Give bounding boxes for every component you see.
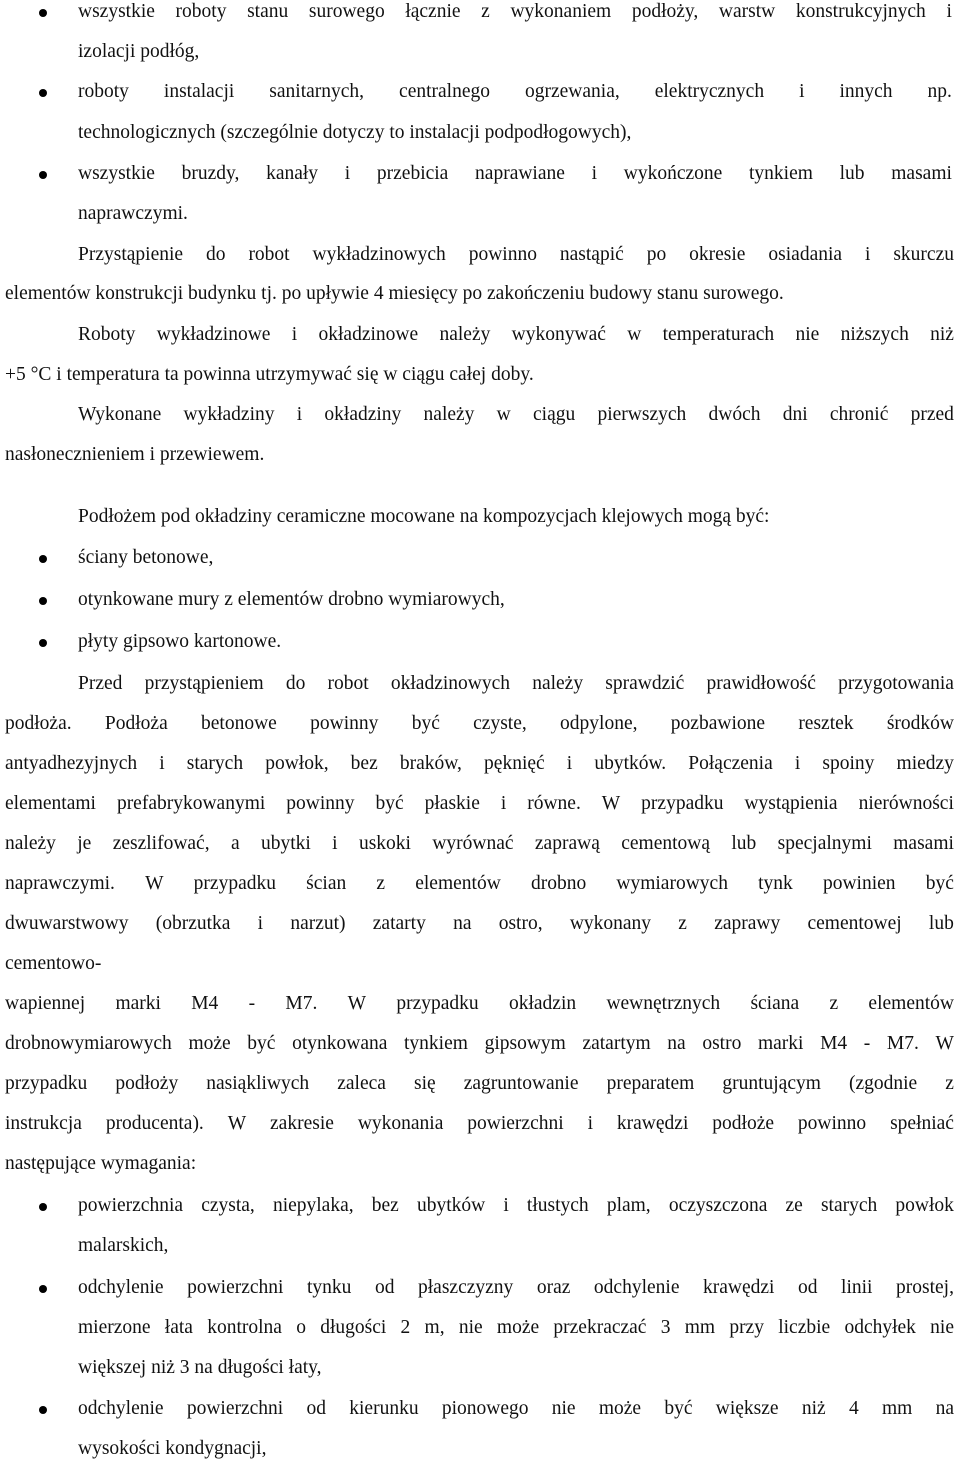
word: większe (715, 1398, 779, 1419)
word: centralnego (399, 81, 490, 102)
word: powinien (822, 873, 896, 894)
word: dni (782, 404, 808, 425)
word: linii (841, 1277, 873, 1298)
word: nie (551, 1398, 576, 1419)
paragraph-line: +5 °C i temperatura ta powinna utrzymywać się w ciągu całej doby. (5, 364, 534, 385)
word: przypadku (193, 873, 276, 894)
paragraph-line: nasłonecznieniem i przewiewem. (5, 444, 265, 465)
word: przypadku (5, 1073, 88, 1094)
word: tłustych (526, 1195, 589, 1216)
word: być (375, 793, 404, 814)
word: oczyszczona (668, 1195, 768, 1216)
word: robot (248, 244, 290, 265)
paragraph-line (5, 832, 954, 856)
word: powierzchni (186, 1398, 284, 1419)
list-item-line (78, 1316, 954, 1340)
word: okładzinowe (318, 324, 419, 345)
word: z (945, 1073, 954, 1094)
word: podłoży (115, 1073, 179, 1094)
word: marki (757, 1033, 804, 1054)
word: kontrolna (207, 1317, 282, 1338)
list-item-line: ściany betonowe, (78, 547, 214, 568)
word: okresie (689, 244, 746, 265)
word: niż (930, 324, 954, 345)
word: spoiny (822, 753, 875, 774)
word: W (145, 873, 164, 894)
word: Przystąpienie (78, 244, 184, 265)
word: okładzinowych (390, 673, 511, 694)
word: nasiąkliwych (206, 1073, 310, 1094)
word: producenta). (105, 1113, 204, 1134)
word: a (230, 833, 240, 854)
word: je (77, 833, 92, 854)
word: powłok (895, 1195, 954, 1216)
word: innych (839, 81, 893, 102)
word: przy (729, 1317, 764, 1338)
bullet-icon (39, 1406, 47, 1414)
word: preparatem (606, 1073, 695, 1094)
word: podłoży, (631, 1, 699, 22)
word: - (248, 993, 256, 1014)
word: ciągu (533, 404, 576, 425)
word: płaszczyzny (418, 1277, 514, 1298)
word: uskoki (358, 833, 411, 854)
word: z (678, 913, 687, 934)
word: powinno (468, 244, 537, 265)
word: pęknięć (484, 753, 545, 774)
word: wykonywać (511, 324, 606, 345)
word: wystąpienia (744, 793, 838, 814)
paragraph-line (5, 1032, 954, 1056)
word: wewnętrznych (606, 993, 721, 1014)
bullet-icon (39, 171, 47, 179)
word: pierwszych (597, 404, 687, 425)
word: bez (371, 1195, 399, 1216)
word: może (598, 1398, 642, 1419)
word: narzut) (290, 913, 346, 934)
word: elementami (5, 793, 96, 814)
word: prefabrykowanymi (116, 793, 266, 814)
word: wszystkie (78, 163, 155, 184)
word: czyste, (473, 713, 527, 734)
word: elektrycznych (654, 81, 765, 102)
word: w (496, 404, 511, 425)
word: cementową (621, 833, 711, 854)
word: i (794, 753, 801, 774)
word: należy (5, 833, 56, 854)
word: należy (439, 324, 491, 345)
list-item-line: technologicznych (szczególnie dotyczy to instalacji podpodłogowych), (78, 122, 632, 143)
word: powinny (310, 713, 379, 734)
list-item-line (78, 1397, 954, 1421)
word: do (206, 244, 226, 265)
word: równe. (527, 793, 581, 814)
word: powinny (286, 793, 355, 814)
word: chronić (829, 404, 889, 425)
word: zaprawą (534, 833, 600, 854)
word: miedzy (896, 753, 954, 774)
word: elementów (415, 873, 501, 894)
word: podłoża. (5, 713, 72, 734)
word: W (601, 793, 621, 814)
word: ubytków (416, 1195, 486, 1216)
list-item-line: płyty gipsowo kartonowe. (78, 631, 282, 652)
word: od (306, 1398, 326, 1419)
word: okładzin (508, 993, 577, 1014)
word: od (798, 1277, 818, 1298)
word: odchylenie (78, 1398, 164, 1419)
word: być (411, 713, 440, 734)
word: powłok, (265, 753, 329, 774)
word: bez (350, 753, 378, 774)
word: wykładzinowe (156, 324, 271, 345)
paragraph-line (5, 992, 954, 1016)
word: do (285, 673, 306, 694)
word: Podłoża (104, 713, 168, 734)
word: i (566, 753, 573, 774)
paragraph-line (5, 752, 954, 776)
word: lub (928, 913, 954, 934)
word: zeszlifować, (112, 833, 210, 854)
word: roboty (175, 1, 227, 22)
word: 4 (848, 1398, 859, 1419)
word: tynkiem (749, 163, 813, 184)
list-item-line: izolacji podłóg, (78, 41, 200, 62)
word: na (667, 1033, 686, 1054)
list-item-line: większej niż 3 na długości łaty, (78, 1357, 322, 1378)
word: wykładzinowych (312, 244, 446, 265)
bullet-icon (39, 597, 47, 605)
word: należy (423, 404, 475, 425)
word: odchylenie (593, 1277, 680, 1298)
word: niższych (840, 324, 909, 345)
word: wykonany (569, 913, 652, 934)
word: wykonaniem (510, 1, 612, 22)
word: z (376, 873, 386, 894)
word: resztek (798, 713, 854, 734)
word: i (291, 324, 298, 345)
word: wszystkie (78, 1, 155, 22)
word: gruntującym (722, 1073, 821, 1094)
paragraph-line (5, 712, 954, 736)
word: tynk (758, 873, 793, 894)
word: i (332, 833, 338, 854)
word: specjalnymi (777, 833, 872, 854)
word: W (935, 1033, 954, 1054)
word: ze (785, 1195, 803, 1216)
word: lub (839, 163, 865, 184)
word: wykończone (623, 163, 723, 184)
word: być (925, 873, 954, 894)
word: przygotowania (838, 673, 954, 694)
word: - (863, 1033, 871, 1054)
paragraph-line (5, 1112, 954, 1136)
word: Przed (78, 673, 123, 694)
word: tynku (307, 1277, 352, 1298)
bullet-icon (39, 9, 47, 17)
list-item-line (78, 162, 952, 186)
paragraph-line (5, 912, 954, 936)
word: sprawdzić (605, 673, 685, 694)
paragraph-line (78, 323, 954, 347)
word: i (946, 1, 952, 22)
word: naprawiane (475, 163, 565, 184)
word: przed (910, 404, 954, 425)
word: zakresie (270, 1113, 334, 1134)
word: na (935, 1398, 954, 1419)
word: mm (684, 1317, 716, 1338)
word: środków (886, 713, 954, 734)
word: 2 (400, 1317, 411, 1338)
word: prawidłowość (706, 673, 816, 694)
word: plam, (606, 1195, 651, 1216)
word: starych (186, 753, 244, 774)
word: M4 (191, 993, 219, 1014)
word: czysta, (201, 1195, 255, 1216)
word: cementowej (807, 913, 902, 934)
word: zagruntowanie (463, 1073, 579, 1094)
word: otynkowana (292, 1033, 388, 1054)
word: wapiennej (5, 993, 86, 1014)
word: W (347, 993, 367, 1014)
word: nastąpić (559, 244, 624, 265)
word: gipsowym (484, 1033, 566, 1054)
word: surowego (308, 1, 385, 22)
word: odchylenie (78, 1277, 164, 1298)
word: nie (930, 1317, 954, 1338)
word: dwóch (708, 404, 761, 425)
word: długości (320, 1317, 387, 1338)
paragraph-line (5, 792, 954, 816)
word: (obrzutka (155, 913, 231, 934)
word: nie (458, 1317, 483, 1338)
list-item-line: otynkowane mury z elementów drobno wymiarowych, (78, 589, 505, 610)
paragraph-line: następujące wymagania: (5, 1153, 197, 1174)
bullet-icon (39, 1285, 47, 1293)
word: roboty (78, 81, 129, 102)
word: zaprawy (714, 913, 781, 934)
word: odpylone, (560, 713, 638, 734)
word: ścian (306, 873, 347, 894)
word: zatarty (372, 913, 426, 934)
word: i (587, 1113, 593, 1134)
word: drobno (530, 873, 587, 894)
list-item-line (78, 1194, 954, 1218)
word: niepylaka, (272, 1195, 354, 1216)
word: może (496, 1317, 540, 1338)
word: po (646, 244, 667, 265)
word: pionowego (441, 1398, 529, 1419)
list-item-line: malarskich, (78, 1235, 169, 1256)
word: ogrzewania, (524, 81, 620, 102)
word: elementów (868, 993, 954, 1014)
word: pozbawione (670, 713, 766, 734)
word: masami (893, 833, 954, 854)
word: może (188, 1033, 231, 1054)
word: betonowe (201, 713, 277, 734)
word: wykonania (357, 1113, 444, 1134)
word: W (227, 1113, 247, 1134)
word: powierzchni (187, 1277, 284, 1298)
word: M4 (820, 1033, 848, 1054)
word: i (799, 81, 805, 102)
word: nierówności (858, 793, 954, 814)
word: Połączenia (688, 753, 773, 774)
word: antyadhezyjnych (5, 753, 138, 774)
word: kanały (266, 163, 319, 184)
paragraph-line (5, 872, 954, 896)
word: być (664, 1398, 693, 1419)
word: płaskie (424, 793, 480, 814)
word: np. (927, 81, 952, 102)
word: się (413, 1073, 436, 1094)
word: drobnowymiarowych (5, 1033, 172, 1054)
word: i (503, 1195, 509, 1216)
paragraph-line: Podłożem pod okładziny ceramiczne mocowane na kompozycjach klejowych mogą być: (78, 506, 770, 527)
word: lub (731, 833, 757, 854)
word: powierzchni (467, 1113, 564, 1134)
list-item-line: naprawczymi. (78, 203, 188, 224)
paragraph-line (5, 1072, 954, 1096)
list-item-line (78, 1276, 954, 1300)
word: nie (795, 324, 820, 345)
word: łącznie (405, 1, 461, 22)
word: M7. (886, 1033, 919, 1054)
word: spełniać (890, 1113, 954, 1134)
paragraph-line (78, 243, 954, 267)
word: należy (532, 673, 584, 694)
word: temperaturach (662, 324, 775, 345)
word: M7. (285, 993, 318, 1014)
bullet-icon (39, 555, 47, 563)
word: z (481, 1, 490, 22)
paragraph-line (78, 672, 954, 696)
word: Wykonane (78, 404, 162, 425)
word: przebicia (376, 163, 449, 184)
paragraph-line: elementów konstrukcji budynku tj. po upływie 4 miesięcy po zakończeniu budowy stanu surowego. (5, 283, 784, 304)
word: przypadku (396, 993, 479, 1014)
word: w (627, 324, 642, 345)
word: starych (820, 1195, 878, 1216)
word: oraz (536, 1277, 571, 1298)
word: 3 (660, 1317, 671, 1338)
word: braków, (399, 753, 462, 774)
word: sanitarnych, (269, 81, 365, 102)
word: i (257, 913, 264, 934)
word: przypadku (641, 793, 724, 814)
word: masami (891, 163, 952, 184)
word: okładziny (324, 404, 402, 425)
word: niż (801, 1398, 826, 1419)
word: zaleca (337, 1073, 386, 1094)
word: prostej, (896, 1277, 954, 1298)
word: kierunku (349, 1398, 419, 1419)
word: (zgodnie (848, 1073, 918, 1094)
word: i (864, 244, 871, 265)
bullet-icon (39, 1203, 47, 1211)
word: ściana (750, 993, 800, 1014)
paragraph-line: cementowo- (5, 953, 102, 974)
word: o (296, 1317, 306, 1338)
word: konstrukcyjnych (795, 1, 926, 22)
word: stanu (247, 1, 289, 22)
word: powinno (797, 1113, 867, 1134)
word: przystąpieniem (144, 673, 264, 694)
word: i (159, 753, 165, 774)
word: być (247, 1033, 276, 1054)
word: i (500, 793, 507, 814)
word: ubytków. (594, 753, 667, 774)
word: ostro (702, 1033, 742, 1054)
word: Roboty (78, 324, 136, 345)
word: instalacji (163, 81, 235, 102)
word: mierzone (78, 1317, 151, 1338)
word: skurczu (893, 244, 954, 265)
word: naprawczymi. (5, 873, 115, 894)
word: krawędzi (616, 1113, 689, 1134)
word: na (453, 913, 472, 934)
list-item-line: wysokości kondygnacji, (78, 1438, 267, 1459)
word: osiadania (768, 244, 843, 265)
list-item-line (78, 80, 952, 104)
word: robot (327, 673, 369, 694)
word: zatartym (582, 1033, 651, 1054)
word: od (374, 1277, 395, 1298)
word: krawędzi (703, 1277, 775, 1298)
word: z (829, 993, 839, 1014)
word: przekraczać (553, 1317, 647, 1338)
bullet-icon (39, 639, 47, 647)
word: i (344, 163, 351, 184)
word: warstw (718, 1, 776, 22)
word: bruzdy, (181, 163, 240, 184)
word: mm (881, 1398, 913, 1419)
word: wymiarowych (616, 873, 728, 894)
word: instrukcja (5, 1113, 82, 1134)
word: i (591, 163, 598, 184)
word: tynkiem (404, 1033, 468, 1054)
word: marki (115, 993, 161, 1014)
word: ostro, (498, 913, 543, 934)
word: liczbie (778, 1317, 831, 1338)
word: wykładziny (183, 404, 275, 425)
word: i (296, 404, 303, 425)
paragraph-line (78, 403, 954, 427)
word: m, (424, 1317, 445, 1338)
word: łata (164, 1317, 193, 1338)
word: wyrównać (432, 833, 514, 854)
word: ubytki (260, 833, 311, 854)
bullet-icon (39, 89, 47, 97)
word: odchyłek (844, 1317, 916, 1338)
word: powierzchnia (78, 1195, 184, 1216)
word: podłoże (712, 1113, 775, 1134)
word: dwuwarstwowy (5, 913, 129, 934)
list-item-line (78, 0, 952, 24)
